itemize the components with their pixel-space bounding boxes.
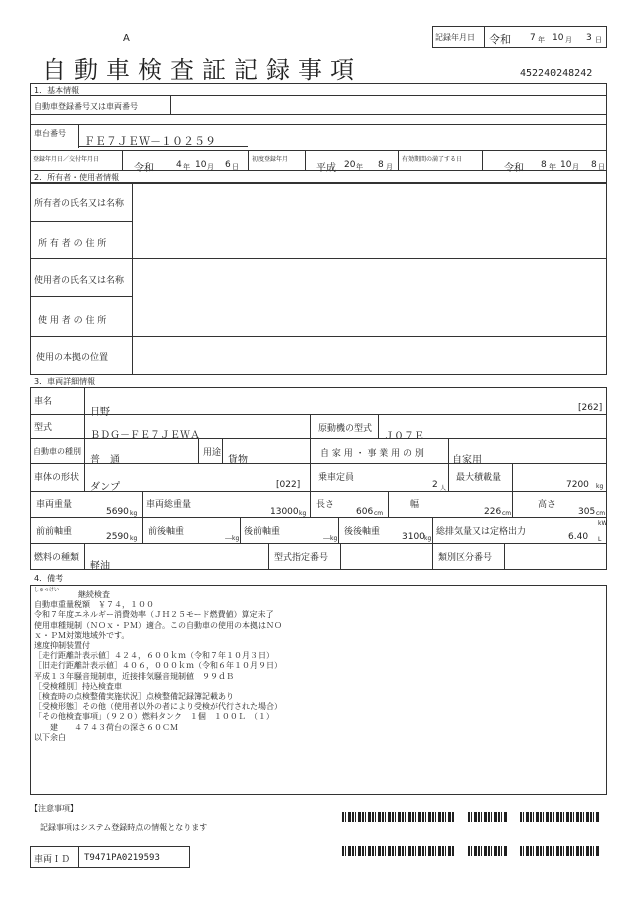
gross-weight-value: 13000	[270, 507, 299, 517]
first-registration-label: 初度登録年月	[252, 156, 289, 163]
barcode-2	[468, 812, 508, 822]
remarks-line: 以下余白	[34, 732, 66, 742]
purpose-label: 用途	[203, 448, 222, 458]
height-value: 305	[578, 507, 596, 517]
max-load-label: 最大積載量	[456, 473, 502, 483]
section2-heading: 2．所有者・使用者情報	[34, 173, 120, 182]
notes-text: 記録事項はシステム登録時点の情報となります	[40, 823, 208, 832]
vehicle-kind-label: 自動車の種別	[33, 447, 81, 456]
remarks-line: 自動車重量税額 ￥７４，１００	[34, 600, 154, 610]
remarks-line: ［受検種別］持込検査車	[34, 681, 122, 691]
section4-heading: 4．備考	[34, 574, 64, 583]
gross-weight-label: 車両総重量	[146, 500, 192, 510]
fuel-type-label: 燃料の種類	[34, 553, 80, 563]
user-name-label: 使用者の氏名又は名称	[34, 276, 125, 286]
issue-date-month: 10	[195, 160, 207, 170]
record-date-day: 3	[586, 33, 592, 43]
rear-front-axle-value: －	[322, 535, 332, 545]
user-address-label: 使 用 者 の 住 所	[38, 316, 107, 326]
engine-model-label: 原動機の型式	[318, 424, 373, 434]
barcode-6	[520, 846, 600, 856]
model-label: 型式	[34, 423, 53, 433]
type-designation-label: 型式指定番号	[274, 553, 329, 563]
displacement-label: 総排気量又は定格出力	[436, 527, 527, 537]
remarks-line: ｘ・ＰＭ対策地域外です。	[34, 630, 130, 640]
chassis-number-label: 車台番号	[34, 129, 66, 138]
expiry-date-year: 8	[541, 160, 547, 170]
issue-date-day: 6	[225, 160, 231, 170]
remarks-line: 建 ４７４３荷台の深さ６０ＣＭ	[34, 722, 178, 732]
vehicle-id-value: T9471PA0219593	[84, 853, 160, 863]
vehicle-kind-value: 普 通	[90, 455, 120, 466]
record-date-era: 令和	[489, 33, 511, 46]
front-front-axle-value: 2590	[106, 532, 129, 542]
document-number: 452240248242	[520, 68, 593, 79]
chassis-number-value: ＦＥ７ＪＥＷ－１０２５９	[84, 135, 216, 148]
usage-base-label: 使用の本拠の位置	[36, 353, 109, 363]
barcode-5	[468, 846, 508, 856]
front-rear-axle-value: －	[224, 535, 234, 545]
expiry-date-label: 有効期間の満了する日	[402, 156, 463, 163]
model-value: ＢＤＧ－ＦＥ７ＪＥＷＡ	[90, 430, 200, 441]
remarks-line: ［旧走行距離計表示値］４０６，０００ｋｍ（令和６年１０月９日）	[34, 661, 282, 671]
body-shape-code: [022]	[276, 480, 301, 490]
expiry-date-era: 令和	[504, 163, 524, 174]
rear-rear-axle-label: 後後軸重	[344, 527, 381, 537]
issue-date-year: 4	[176, 160, 182, 170]
purpose-value: 貨物	[228, 455, 248, 466]
barcode-3	[520, 812, 600, 822]
fuel-type-value: 軽油	[90, 561, 110, 572]
owner-address-label: 所 有 者 の 住 所	[38, 239, 107, 249]
remarks-text	[34, 590, 282, 743]
width-value: 226	[484, 507, 502, 517]
rear-front-axle-label: 後前軸重	[244, 527, 281, 537]
barcode-1	[342, 812, 454, 822]
business-use-value: 自家用	[452, 455, 482, 466]
remarks-line: 「その他検査事項」（９２０）燃料タンク １個 １００Ｌ （１）	[34, 712, 274, 722]
record-date-year: 7	[530, 33, 536, 43]
body-shape-label: 車体の形状	[34, 473, 80, 483]
width-label: 幅	[410, 500, 420, 510]
rear-rear-axle-value: 3100	[402, 532, 425, 542]
remarks-line: 継続検査	[78, 590, 110, 599]
engine-model-value: Ｊ０７Ｅ	[384, 431, 424, 442]
document-title: 自動車検査証記録事項	[42, 56, 362, 84]
record-date-month: 10	[552, 33, 564, 43]
section1-heading: 1．基本情報	[34, 86, 80, 95]
issue-date-label: 登録年月日／交付年月日	[33, 156, 100, 163]
business-use-label: 自 家 用 ・ 事 業 用 の 別	[320, 449, 424, 459]
front-front-axle-label: 前前軸重	[36, 527, 73, 537]
max-load-value: 7200	[566, 480, 589, 490]
remarks-line: ［受検形態］その他（使用者以外の者により受検が代行された場合）	[34, 702, 282, 712]
maker-code: [262]	[578, 403, 603, 413]
remarks-line: ［検査時の点検整備実施状況］点検整備記録簿記載あり	[34, 692, 234, 702]
registration-number-label: 自動車登録番号又は車両番号	[34, 102, 138, 111]
section3-heading: 3．車両詳細情報	[34, 377, 96, 386]
barcode-4	[342, 846, 454, 856]
remarks-line: 使用車種規制（ＮＯｘ・ＰＭ）適合。この自動車の使用の本拠はＮＯ	[34, 620, 282, 630]
form-mark: A	[123, 33, 130, 44]
record-date-label: 記録年月日	[435, 33, 475, 42]
first-registration-era: 平成	[316, 163, 336, 174]
remarks-line: ［走行距離計表示値］４２４，６００ｋｍ（令和７年１０月３日）	[34, 651, 274, 661]
vehicle-id-label: 車両ＩＤ	[34, 855, 71, 865]
body-shape-value: ダンプ	[90, 482, 121, 493]
issue-date-era: 令和	[134, 163, 154, 174]
first-registration-month: 8	[378, 160, 384, 170]
vehicle-weight-label: 車両重量	[36, 500, 73, 510]
displacement-value: 6.40	[568, 532, 589, 542]
first-registration-year: 20	[344, 160, 356, 170]
expiry-date-day: 8	[591, 160, 597, 170]
capacity-label: 乗車定員	[318, 473, 355, 483]
remarks-line: 速度抑制装置付	[34, 641, 90, 651]
class-number-label: 類別区分番号	[438, 553, 493, 563]
notes-heading: 【注意事項】	[30, 804, 78, 813]
maker-value: 日野	[90, 407, 110, 418]
maker-label: 車名	[34, 397, 53, 407]
vehicle-weight-value: 5690	[106, 507, 129, 517]
height-label: 高さ	[538, 500, 557, 510]
remarks-line: 令和７年度エネルギー消費効率（ＪＨ２５モード燃費値）算定未了	[34, 610, 274, 620]
remarks-line: 平成１３年騒音規制車，近接排気騒音規制値 ９９ｄＢ	[34, 671, 234, 681]
expiry-date-month: 10	[560, 160, 572, 170]
length-label: 長さ	[316, 500, 335, 510]
front-rear-axle-label: 前後軸重	[148, 527, 185, 537]
capacity-value: 2	[432, 480, 438, 490]
length-value: 606	[356, 507, 374, 517]
remarks-ruby: しゅっけい	[34, 587, 60, 593]
owner-name-label: 所有者の氏名又は名称	[34, 199, 125, 209]
